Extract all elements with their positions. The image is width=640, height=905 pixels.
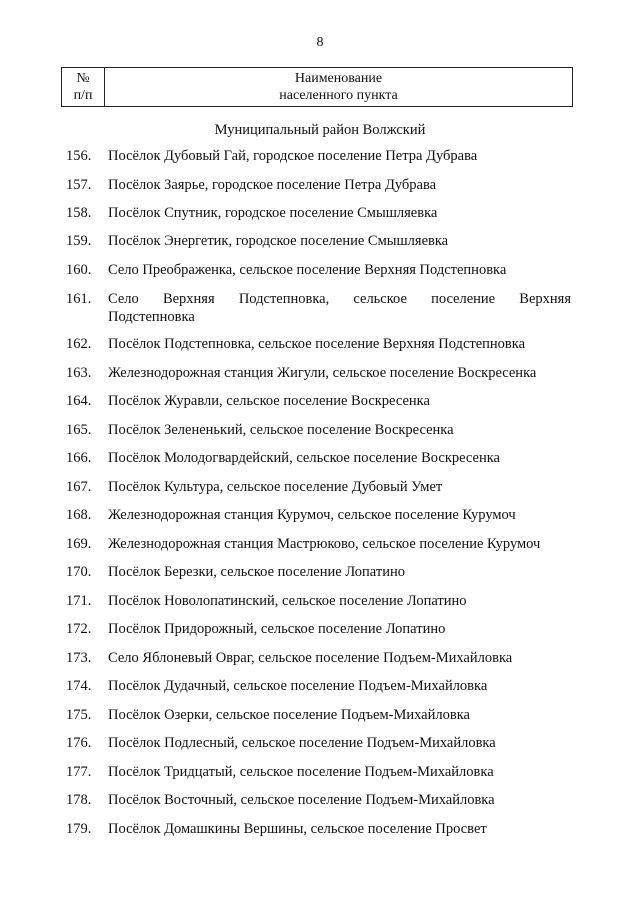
list-item xyxy=(66,204,571,222)
list-item xyxy=(66,649,571,667)
list-item xyxy=(66,592,571,610)
item-text: Посёлок Энергетик, городское поселение Смышляевка xyxy=(108,233,449,249)
item-number: 166. xyxy=(66,450,92,466)
item-text: Посёлок Спутник, городское поселение Смышляевка xyxy=(108,205,438,221)
item-text: Посёлок Березки, сельское поселение Лопатино xyxy=(108,564,405,580)
list-item xyxy=(66,147,571,165)
item-text: Посёлок Дубовый Гай, городское поселение Петра Дубрава xyxy=(108,148,478,164)
item-number: 168. xyxy=(66,507,92,523)
header-name-line-1: Наименование xyxy=(294,71,383,86)
table-header xyxy=(61,67,573,107)
item-text: Посёлок Дудачный, сельское поселение Подъем-Михайловка xyxy=(108,678,488,694)
list-item xyxy=(66,364,571,382)
item-text: Железнодорожная станция Мастрюково, сельское поселение Курумоч xyxy=(108,536,541,552)
item-text: Посёлок Восточный, сельское поселение Подъем-Михайловка xyxy=(108,792,495,808)
item-number: 175. xyxy=(66,707,92,723)
list-item xyxy=(66,563,571,581)
list-item xyxy=(66,232,571,250)
item-number: 160. xyxy=(66,262,92,278)
item-text: Село Преображенка, сельское поселение Верхняя Подстепновка xyxy=(108,262,507,278)
item-text: Посёлок Придорожный, сельское поселение Лопатино xyxy=(108,621,446,637)
list-item xyxy=(66,392,571,410)
list-item xyxy=(66,478,571,496)
list-item xyxy=(66,820,571,838)
item-number: 167. xyxy=(66,479,92,495)
list-item xyxy=(66,421,571,439)
item-number: 177. xyxy=(66,764,92,780)
list-item xyxy=(66,261,571,279)
header-number-column xyxy=(62,68,105,106)
list-item xyxy=(66,335,571,353)
header-name-line-2: населенного пункта xyxy=(279,88,398,103)
item-number: 176. xyxy=(66,735,92,751)
item-text-block xyxy=(108,290,571,326)
item-text: Село Яблоневый Овраг, сельское поселение Подъем-Михайловка xyxy=(108,650,513,666)
item-text: Посёлок Зелененький, сельское поселение Воскресенка xyxy=(108,422,454,438)
item-number: 173. xyxy=(66,650,92,666)
item-number: 162. xyxy=(66,336,92,352)
item-text: Посёлок Подстепновка, сельское поселение Верхняя Подстепновка xyxy=(108,336,526,352)
header-number-line-1: № xyxy=(76,71,90,86)
item-number: 179. xyxy=(66,821,92,837)
item-number: 157. xyxy=(66,177,92,193)
list-item xyxy=(66,535,571,553)
list-item xyxy=(66,620,571,638)
item-text: Посёлок Озерки, сельское поселение Подъем-Михайловка xyxy=(108,707,470,723)
district-heading: Муниципальный район Волжский xyxy=(214,122,426,138)
list-item xyxy=(66,506,571,524)
item-number: 159. xyxy=(66,233,92,249)
list-item xyxy=(66,290,571,326)
item-number: 172. xyxy=(66,621,92,637)
item-text-continuation: Подстепновка xyxy=(108,309,195,325)
item-number: 161. xyxy=(66,291,92,307)
item-text: Посёлок Подлесный, сельское поселение Подъем-Михайловка xyxy=(108,735,496,751)
item-number: 174. xyxy=(66,678,92,694)
item-number: 178. xyxy=(66,792,92,808)
item-text: Посёлок Новолопатинский, сельское поселение Лопатино xyxy=(108,593,467,609)
item-text: Посёлок Молодогвардейский, сельское поселение Воскресенка xyxy=(108,450,500,466)
item-number: 170. xyxy=(66,564,92,580)
item-number: 156. xyxy=(66,148,92,164)
header-number-line-2: п/п xyxy=(73,88,93,103)
item-text: Посёлок Журавли, сельское поселение Воскресенка xyxy=(108,393,430,409)
item-number: 171. xyxy=(66,593,92,609)
list-item xyxy=(66,791,571,809)
item-text: Посёлок Домашкины Вершины, сельское поселение Просвет xyxy=(108,821,487,837)
item-text: Посёлок Тридцатый, сельское поселение Подъем-Михайловка xyxy=(108,764,494,780)
item-number: 158. xyxy=(66,205,92,221)
item-number: 164. xyxy=(66,393,92,409)
list-item xyxy=(66,449,571,467)
item-number: 163. xyxy=(66,365,92,381)
list-item xyxy=(66,176,571,194)
list-item xyxy=(66,677,571,695)
item-text: Железнодорожная станция Курумоч, сельское поселение Курумоч xyxy=(108,507,516,523)
item-number: 169. xyxy=(66,536,92,552)
list-item xyxy=(66,734,571,752)
item-text: Посёлок Заярье, городское поселение Петра Дубрава xyxy=(108,177,437,193)
page-number: 8 xyxy=(316,35,324,50)
header-name-column xyxy=(105,68,572,106)
list-item xyxy=(66,763,571,781)
item-text: Посёлок Культура, сельское поселение Дубовый Умет xyxy=(108,479,443,495)
item-number: 165. xyxy=(66,422,92,438)
item-text: Село Верхняя Подстепновка, сельское поселение Верхняя xyxy=(108,291,571,307)
list-item xyxy=(66,706,571,724)
item-text: Железнодорожная станция Жигули, сельское поселение Воскресенка xyxy=(108,365,537,381)
